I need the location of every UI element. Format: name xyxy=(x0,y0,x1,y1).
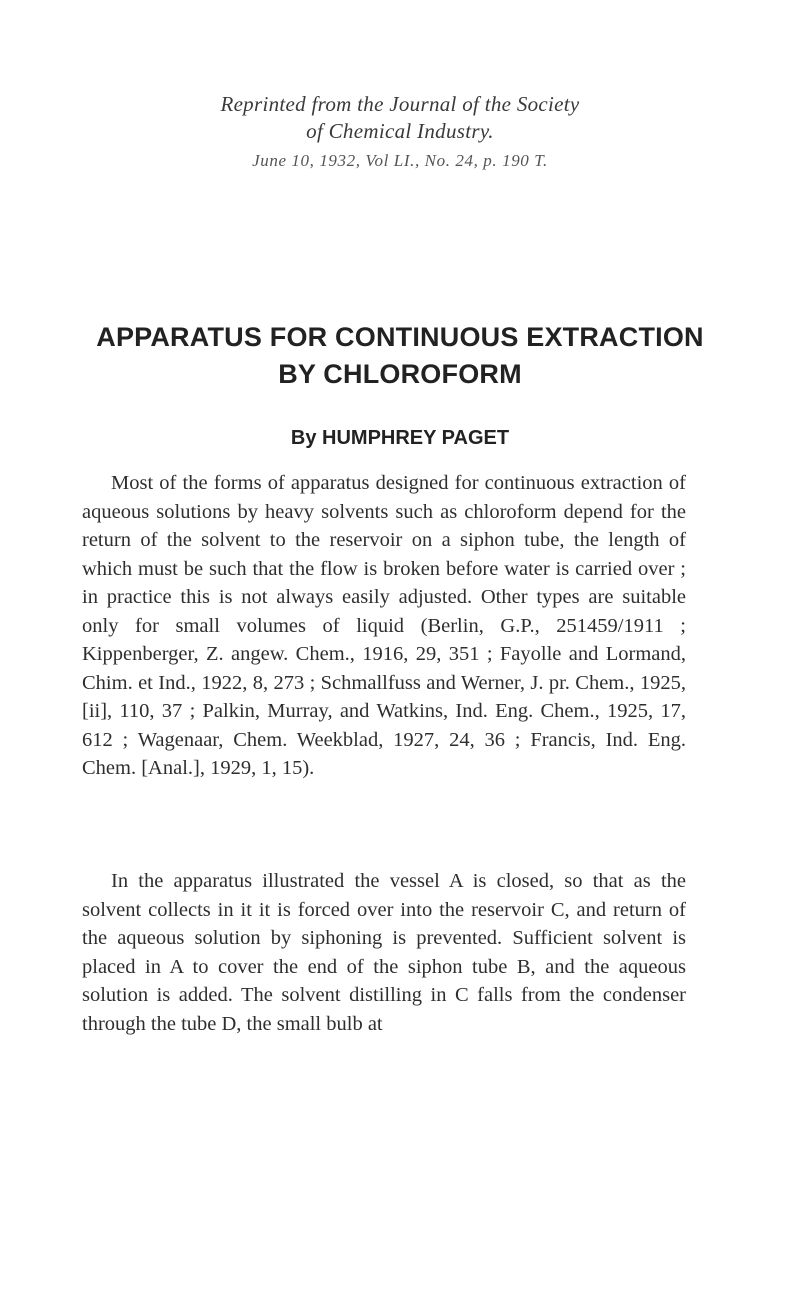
article-title-line-2: BY CHLOROFORM xyxy=(278,359,522,389)
citation-line: June 10, 1932, Vol LI., No. 24, p. 190 T. xyxy=(252,151,548,170)
body-paragraph: In the apparatus illustrated the vessel A is closed, so that as the solvent collects in it it is forced over into the reservoir C, and return of the aqueous solution by siphoning is prevented. Sufficient solvent is placed in A to cover the end of the siphon tube B, and the aqueous solution is added. The solvent distilling in C falls from the condenser through the tube D, the small bulb at xyxy=(82,870,686,1035)
article-title-line-1: APPARATUS FOR CONTINUOUS EXTRACTION xyxy=(96,322,704,352)
reprint-header-line-2: of Chemical Industry. xyxy=(306,119,494,143)
reprint-header-line-1: Reprinted from the Journal of the Society xyxy=(220,92,580,116)
author-byline: By HUMPHREY PAGET xyxy=(290,427,510,449)
body-paragraph: Most of the forms of apparatus designed for continuous extraction of aqueous solutions by heavy solvents such as chloroform depend for the return of the solvent to the reservoir on a siphon tube, the length of which must be such that the flow is broken before water is carried over ; in practice this is not always easily adjusted. Other types are suitable only for small volumes of liquid (Berlin, G.P., 251459/1911 ; Kippenberger, Z. angew. Chem., 1916, 29, 351 ; Fayolle and Lormand, Chim. et Ind., 1922, 8, 273 ; Schmallfuss and Werner, J. pr. Chem., 1925, [ii], 110, 37 ; Palkin, Murray, and Watkins, Ind. Eng. Chem., 1925, 17, 612 ; Wagenaar, Chem. Weekblad, 1927, 24, 36 ; Francis, Ind. Eng. Chem. [Anal.], 1929, 1, 15). xyxy=(82,472,686,779)
